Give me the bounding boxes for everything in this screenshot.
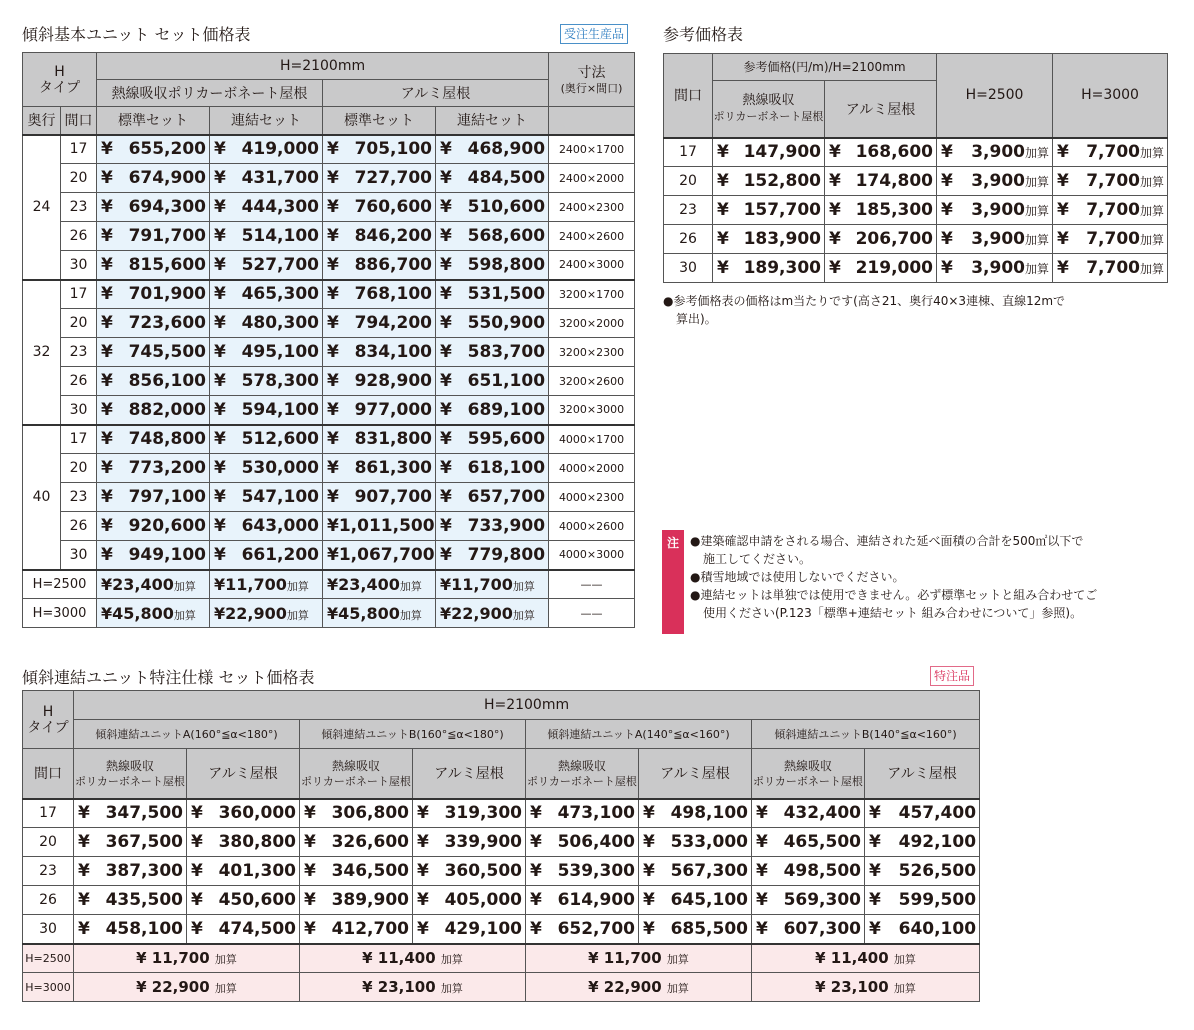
alu-roof-header: アルミ屋根 xyxy=(413,749,526,799)
price-cell: ¥ 723,600 xyxy=(97,309,210,338)
width-label: 26 xyxy=(664,225,713,254)
notes-list: ●建築確認申請をされる場合、連結された延べ面積の合計を500㎡以下で 施工してください。 ●積雪地域では使用しないでください。 ●連結セットは単独では使用できません。必ず標準セットと組み合わせてご 使用ください(P.123「標準+連結セット 組み合わせについて」参照)。 xyxy=(690,534,1098,620)
price-cell: ¥ 886,700 xyxy=(323,251,436,280)
addon-cell: ¥ 3,900加算 xyxy=(937,254,1053,283)
basic-table-title: 傾斜基本ユニット セット価格表 xyxy=(22,25,251,44)
price-cell: ¥ 907,700 xyxy=(323,483,436,512)
h3000-header: H=3000 xyxy=(1053,54,1168,138)
addon-cell: ¥ 7,700加算 xyxy=(1053,196,1168,225)
width-label: 23 xyxy=(61,338,97,367)
addon-cell: ¥ 7,700加算 xyxy=(1053,138,1168,167)
price-cell: ¥ 306,800 xyxy=(300,799,413,828)
dimension-cell: 2400×2600 xyxy=(549,222,635,251)
special-price-table xyxy=(22,690,980,1002)
dimension-cell: 4000×2000 xyxy=(549,454,635,483)
price-cell: ¥ 745,500 xyxy=(97,338,210,367)
price-cell: ¥ 412,700 xyxy=(300,915,413,944)
width-label: 20 xyxy=(61,309,97,338)
price-cell: ¥ 655,200 xyxy=(97,135,210,164)
width-label: 30 xyxy=(61,396,97,425)
dimension-cell: 3200×1700 xyxy=(549,280,635,309)
addon-cell: ¥ 3,900加算 xyxy=(937,138,1053,167)
price-cell: ¥ 882,000 xyxy=(97,396,210,425)
height-option-label: H=2500 xyxy=(23,570,97,599)
price-cell: ¥ 920,600 xyxy=(97,512,210,541)
price-cell: ¥ 846,200 xyxy=(323,222,436,251)
reference-note: ●参考価格表の価格はm当たりです(高さ21、奥行40×3連棟、直線12mで 算出)。 xyxy=(663,294,1066,326)
price-cell: ¥ 1,067,700 xyxy=(323,541,436,570)
price-cell: ¥ 861,300 xyxy=(323,454,436,483)
price-cell: ¥ 640,100 xyxy=(865,915,980,944)
dimension-cell: 3200×3000 xyxy=(549,396,635,425)
price-cell: ¥ 1,011,500 xyxy=(323,512,436,541)
price-cell: ¥ 651,100 xyxy=(436,367,549,396)
h2100-header: H=2100mm xyxy=(97,53,549,80)
price-cell: ¥ 569,300 xyxy=(752,886,865,915)
price-cell: ¥ 474,500 xyxy=(187,915,300,944)
width-label: 26 xyxy=(23,886,74,915)
price-cell: ¥ 689,100 xyxy=(436,396,549,425)
price-cell: ¥ 599,500 xyxy=(865,886,980,915)
dash-cell: —— xyxy=(549,570,635,599)
addon-cell: ¥23,400加算 xyxy=(323,570,436,599)
price-cell: ¥ 645,100 xyxy=(639,886,752,915)
addon-cell: ¥ 11,700 加算 xyxy=(74,944,300,973)
price-cell: ¥ 457,400 xyxy=(865,799,980,828)
addon-cell: ¥ 23,100 加算 xyxy=(300,973,526,1002)
price-cell: ¥ 450,600 xyxy=(187,886,300,915)
price-cell: ¥ 380,800 xyxy=(187,828,300,857)
addon-cell: ¥ 22,900 加算 xyxy=(526,973,752,1002)
price-cell: ¥ 614,900 xyxy=(526,886,639,915)
price-cell: ¥ 773,200 xyxy=(97,454,210,483)
price-cell: ¥ 389,900 xyxy=(300,886,413,915)
height-option-label: H=3000 xyxy=(23,973,74,1002)
price-cell: ¥ 831,800 xyxy=(323,425,436,454)
unit-b-140-header: 傾斜連結ユニットB(140°≦α<160°) xyxy=(752,720,980,749)
addon-cell: ¥ 11,400 加算 xyxy=(752,944,980,973)
dimension-cell: 2400×1700 xyxy=(549,135,635,164)
price-cell: ¥ 977,000 xyxy=(323,396,436,425)
addon-cell: ¥ 3,900加算 xyxy=(937,167,1053,196)
addon-cell: ¥22,900加算 xyxy=(436,599,549,628)
price-cell: ¥ 595,600 xyxy=(436,425,549,454)
width-label: 30 xyxy=(23,915,74,944)
addon-cell: ¥45,800加算 xyxy=(323,599,436,628)
poly-roof-header: 熱線吸収 ポリカーボネート屋根 xyxy=(526,749,639,799)
price-cell: ¥ 339,900 xyxy=(413,828,526,857)
price-cell: ¥ 510,600 xyxy=(436,193,549,222)
width-label: 17 xyxy=(61,135,97,164)
price-cell: ¥ 429,100 xyxy=(413,915,526,944)
price-cell: ¥ 206,700 xyxy=(825,225,937,254)
alu-roof-header: アルミ屋根 xyxy=(187,749,300,799)
dimension-header: 寸法 (奥行×間口) xyxy=(549,53,635,107)
price-cell: ¥ 514,100 xyxy=(210,222,323,251)
price-cell: ¥ 652,700 xyxy=(526,915,639,944)
unit-a-160-header: 傾斜連結ユニットA(160°≦α<180°) xyxy=(74,720,300,749)
poly-roof-header: 熱線吸収 ポリカーボネート屋根 xyxy=(74,749,187,799)
price-cell: ¥ 694,300 xyxy=(97,193,210,222)
price-cell: ¥ 465,500 xyxy=(752,828,865,857)
price-cell: ¥ 748,800 xyxy=(97,425,210,454)
price-cell: ¥ 444,300 xyxy=(210,193,323,222)
width-label: 17 xyxy=(664,138,713,167)
price-cell: ¥ 168,600 xyxy=(825,138,937,167)
addon-cell: ¥ 3,900加算 xyxy=(937,196,1053,225)
price-cell: ¥ 219,000 xyxy=(825,254,937,283)
dimension-cell: 4000×2600 xyxy=(549,512,635,541)
h2500-header: H=2500 xyxy=(937,54,1053,138)
h-type-header: H タイプ xyxy=(23,691,74,749)
price-cell: ¥ 326,600 xyxy=(300,828,413,857)
price-cell: ¥ 465,300 xyxy=(210,280,323,309)
addon-cell: ¥ 11,700 加算 xyxy=(526,944,752,973)
h2100-header: H=2100mm xyxy=(74,691,980,720)
width-label: 20 xyxy=(23,828,74,857)
reference-table-title: 参考価格表 xyxy=(663,25,744,44)
dimension-cell: 4000×3000 xyxy=(549,541,635,570)
price-cell: ¥ 727,700 xyxy=(323,164,436,193)
addon-cell: ¥ 22,900 加算 xyxy=(74,973,300,1002)
price-cell: ¥ 779,800 xyxy=(436,541,549,570)
price-cell: ¥ 498,500 xyxy=(752,857,865,886)
price-cell: ¥ 661,200 xyxy=(210,541,323,570)
price-cell: ¥ 685,500 xyxy=(639,915,752,944)
price-cell: ¥ 492,100 xyxy=(865,828,980,857)
price-cell: ¥ 432,400 xyxy=(752,799,865,828)
price-cell: ¥ 705,100 xyxy=(323,135,436,164)
width-label: 26 xyxy=(61,222,97,251)
dimension-cell: 3200×2600 xyxy=(549,367,635,396)
price-cell: ¥ 458,100 xyxy=(74,915,187,944)
price-cell: ¥ 495,100 xyxy=(210,338,323,367)
width-label: 20 xyxy=(61,454,97,483)
price-cell: ¥ 578,300 xyxy=(210,367,323,396)
note-marker: 注 xyxy=(662,530,684,634)
price-cell: ¥ 794,200 xyxy=(323,309,436,338)
width-label: 17 xyxy=(61,425,97,454)
width-label: 26 xyxy=(61,367,97,396)
depth-header: 奥行 xyxy=(23,107,61,135)
price-cell: ¥ 189,300 xyxy=(713,254,825,283)
per-meter-header: 参考価格(円/m)/H=2100mm xyxy=(713,54,937,81)
price-cell: ¥ 815,600 xyxy=(97,251,210,280)
width-label: 20 xyxy=(664,167,713,196)
price-cell: ¥ 733,900 xyxy=(436,512,549,541)
price-cell: ¥ 367,500 xyxy=(74,828,187,857)
price-cell: ¥ 185,300 xyxy=(825,196,937,225)
price-cell: ¥ 594,100 xyxy=(210,396,323,425)
basic-price-table xyxy=(22,52,635,628)
price-cell: ¥ 405,000 xyxy=(413,886,526,915)
alu-roof-header: アルミ屋根 xyxy=(323,80,549,107)
width-label: 23 xyxy=(61,193,97,222)
poly-roof-header: 熱線吸収 ポリカーボネート屋根 xyxy=(752,749,865,799)
addon-cell: ¥22,900加算 xyxy=(210,599,323,628)
depth-label: 24 xyxy=(23,135,61,280)
price-cell: ¥ 657,700 xyxy=(436,483,549,512)
dimension-cell: 3200×2000 xyxy=(549,309,635,338)
price-cell: ¥ 157,700 xyxy=(713,196,825,225)
width-header: 間口 xyxy=(664,54,713,138)
price-cell: ¥ 431,700 xyxy=(210,164,323,193)
price-cell: ¥ 797,100 xyxy=(97,483,210,512)
price-cell: ¥ 550,900 xyxy=(436,309,549,338)
price-cell: ¥ 346,500 xyxy=(300,857,413,886)
addon-cell: ¥ 3,900加算 xyxy=(937,225,1053,254)
custom-order-badge: 特注品 xyxy=(930,666,974,686)
link-set-header: 連結セット xyxy=(436,107,549,135)
price-cell: ¥ 598,800 xyxy=(436,251,549,280)
price-cell: ¥ 527,700 xyxy=(210,251,323,280)
width-label: 23 xyxy=(23,857,74,886)
price-cell: ¥ 530,000 xyxy=(210,454,323,483)
width-header: 間口 xyxy=(61,107,97,135)
width-label: 17 xyxy=(23,799,74,828)
unit-a-140-header: 傾斜連結ユニットA(140°≦α<160°) xyxy=(526,720,752,749)
price-cell: ¥ 360,000 xyxy=(187,799,300,828)
addon-cell: ¥ 7,700加算 xyxy=(1053,167,1168,196)
height-option-label: H=2500 xyxy=(23,944,74,973)
addon-cell: ¥45,800加算 xyxy=(97,599,210,628)
price-cell: ¥ 468,900 xyxy=(436,135,549,164)
depth-label: 40 xyxy=(23,425,61,570)
price-cell: ¥ 435,500 xyxy=(74,886,187,915)
price-cell: ¥ 506,400 xyxy=(526,828,639,857)
addon-cell: ¥ 7,700加算 xyxy=(1053,254,1168,283)
reference-price-table xyxy=(663,53,1168,283)
made-to-order-badge: 受注生産品 xyxy=(560,24,628,44)
price-cell: ¥ 347,500 xyxy=(74,799,187,828)
width-label: 20 xyxy=(61,164,97,193)
special-table-title: 傾斜連結ユニット特注仕様 セット価格表 xyxy=(22,668,315,687)
price-cell: ¥ 791,700 xyxy=(97,222,210,251)
addon-cell: ¥11,700加算 xyxy=(436,570,549,599)
width-label: 23 xyxy=(61,483,97,512)
link-set-header: 連結セット xyxy=(210,107,323,135)
price-cell: ¥ 701,900 xyxy=(97,280,210,309)
dash-cell: —— xyxy=(549,599,635,628)
addon-cell: ¥23,400加算 xyxy=(97,570,210,599)
width-label: 26 xyxy=(61,512,97,541)
poly-roof-header: 熱線吸収 ポリカーボネート屋根 xyxy=(300,749,413,799)
price-cell: ¥ 618,100 xyxy=(436,454,549,483)
price-cell: ¥ 531,500 xyxy=(436,280,549,309)
poly-roof-header: 熱線吸収ポリカーボネート屋根 xyxy=(97,80,323,107)
dimension-cell: 3200×2300 xyxy=(549,338,635,367)
addon-cell: ¥ 23,100 加算 xyxy=(752,973,980,1002)
price-cell: ¥ 568,600 xyxy=(436,222,549,251)
unit-b-160-header: 傾斜連結ユニットB(160°≦α<180°) xyxy=(300,720,526,749)
price-cell: ¥ 480,300 xyxy=(210,309,323,338)
price-cell: ¥ 147,900 xyxy=(713,138,825,167)
price-cell: ¥ 484,500 xyxy=(436,164,549,193)
width-header: 間口 xyxy=(23,749,74,799)
price-cell: ¥ 174,800 xyxy=(825,167,937,196)
width-label: 30 xyxy=(61,251,97,280)
dimension-cell: 4000×1700 xyxy=(549,425,635,454)
alu-roof-header: アルミ屋根 xyxy=(639,749,752,799)
dimension-cell: 2400×2000 xyxy=(549,164,635,193)
price-cell: ¥ 401,300 xyxy=(187,857,300,886)
width-label: 30 xyxy=(61,541,97,570)
width-label: 23 xyxy=(664,196,713,225)
dimension-cell: 2400×2300 xyxy=(549,193,635,222)
price-cell: ¥ 526,500 xyxy=(865,857,980,886)
standard-set-header: 標準セット xyxy=(97,107,210,135)
price-cell: ¥ 856,100 xyxy=(97,367,210,396)
price-cell: ¥ 473,100 xyxy=(526,799,639,828)
price-cell: ¥ 533,000 xyxy=(639,828,752,857)
price-cell: ¥ 928,900 xyxy=(323,367,436,396)
price-cell: ¥ 498,100 xyxy=(639,799,752,828)
price-cell: ¥ 152,800 xyxy=(713,167,825,196)
width-label: 17 xyxy=(61,280,97,309)
price-cell: ¥ 583,700 xyxy=(436,338,549,367)
addon-cell: ¥11,700加算 xyxy=(210,570,323,599)
price-cell: ¥ 768,100 xyxy=(323,280,436,309)
depth-label: 32 xyxy=(23,280,61,425)
height-option-label: H=3000 xyxy=(23,599,97,628)
dimension-cell: 4000×2300 xyxy=(549,483,635,512)
price-cell: ¥ 319,300 xyxy=(413,799,526,828)
addon-cell: ¥ 7,700加算 xyxy=(1053,225,1168,254)
price-cell: ¥ 760,600 xyxy=(323,193,436,222)
price-cell: ¥ 419,000 xyxy=(210,135,323,164)
price-cell: ¥ 387,300 xyxy=(74,857,187,886)
price-cell: ¥ 643,000 xyxy=(210,512,323,541)
price-cell: ¥ 512,600 xyxy=(210,425,323,454)
price-cell: ¥ 183,900 xyxy=(713,225,825,254)
price-cell: ¥ 674,900 xyxy=(97,164,210,193)
poly-roof-header: 熱線吸収 ポリカーボネート屋根 xyxy=(713,81,825,138)
h-type-header: H タイプ xyxy=(23,53,97,107)
standard-set-header: 標準セット xyxy=(323,107,436,135)
price-cell: ¥ 949,100 xyxy=(97,541,210,570)
price-cell: ¥ 834,100 xyxy=(323,338,436,367)
price-cell: ¥ 567,300 xyxy=(639,857,752,886)
price-cell: ¥ 607,300 xyxy=(752,915,865,944)
alu-roof-header: アルミ屋根 xyxy=(825,81,937,138)
addon-cell: ¥ 11,400 加算 xyxy=(300,944,526,973)
width-label: 30 xyxy=(664,254,713,283)
price-cell: ¥ 360,500 xyxy=(413,857,526,886)
price-cell: ¥ 547,100 xyxy=(210,483,323,512)
alu-roof-header: アルミ屋根 xyxy=(865,749,980,799)
price-cell: ¥ 539,300 xyxy=(526,857,639,886)
dimension-cell: 2400×3000 xyxy=(549,251,635,280)
